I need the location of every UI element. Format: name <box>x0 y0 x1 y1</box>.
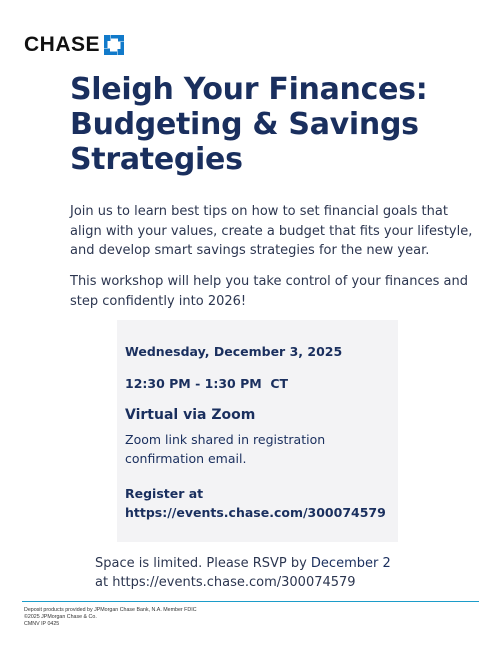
rsvp-link[interactable]: https://events.chase.com/300074579 <box>112 575 356 590</box>
intro-paragraph: Join us to learn best tips on how to set financial goals that align with your values, create a budget that fits your lifestyle, and develop smart savings strategies for the new year. <box>70 204 473 258</box>
event-date: Wednesday, December 3, 2025 <box>125 344 343 359</box>
page-title: Sleigh Your Finances: Budgeting & Savings Strategies <box>70 72 428 177</box>
event-time: 12:30 PM - 1:30 PM CT <box>125 376 289 391</box>
footer-line: Deposit products provided by JPMorgan Chase Bank, N.A. Member FDIC <box>24 607 197 613</box>
register-link[interactable]: https://events.chase.com/300074579 <box>125 505 386 520</box>
footer-line: CMNV IP 0425 <box>24 621 60 627</box>
event-venue: Virtual via Zoom <box>125 407 256 423</box>
rsvp-at: at <box>95 575 113 590</box>
rsvp-text: Space is limited. Please RSVP by <box>95 556 311 571</box>
workshop-paragraph: This workshop will help you take control of your finances and step confidently into 2026! <box>70 274 468 309</box>
legal-footer <box>24 607 424 628</box>
register-block <box>125 484 386 522</box>
rsvp-deadline: December 2 <box>310 556 391 571</box>
chase-logo <box>24 33 124 57</box>
footer-divider <box>22 601 479 602</box>
event-venue-note: Zoom link shared in registration confirmation email. <box>125 432 326 466</box>
register-label: Register at <box>125 486 204 501</box>
footer-line: ©2025 JPMorgan Chase & Co. <box>24 614 97 620</box>
brand-wordmark: CHASE <box>24 33 101 56</box>
rsvp-notice <box>95 554 465 592</box>
event-details-box <box>117 320 398 542</box>
chase-octagon-icon <box>104 35 124 55</box>
